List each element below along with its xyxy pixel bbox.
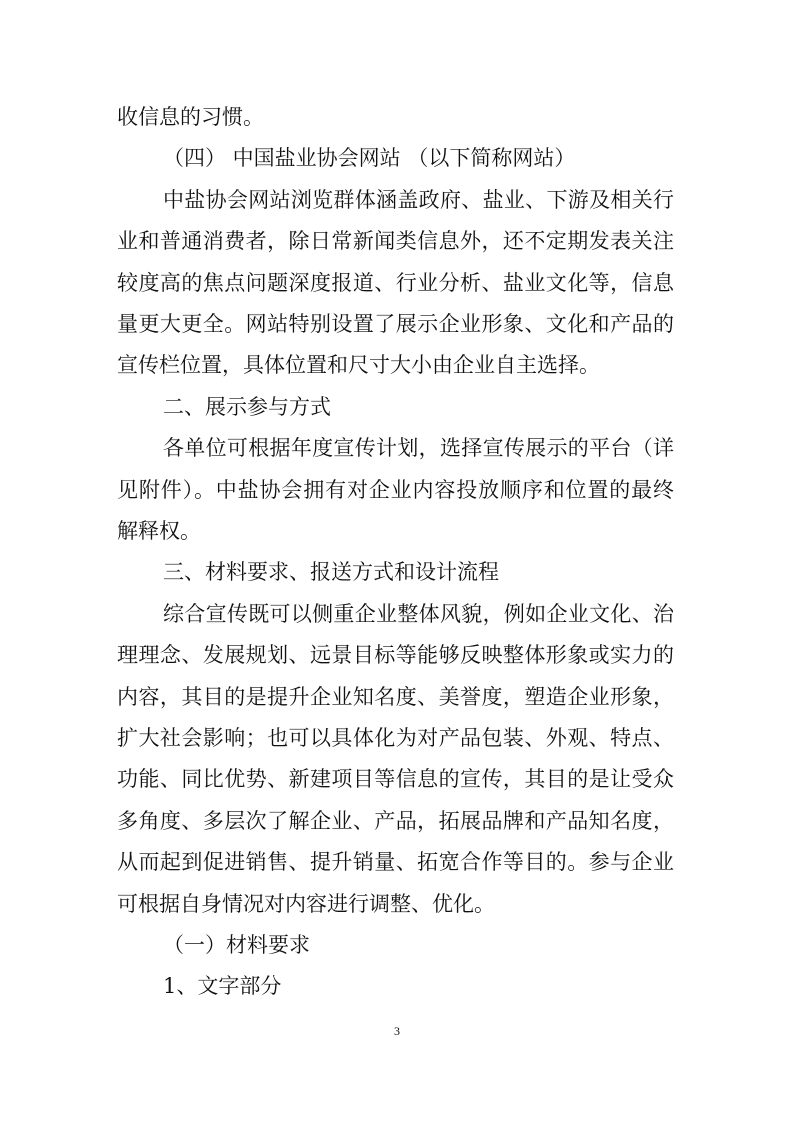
text-line: 收信息的习惯。	[117, 105, 264, 129]
text-line: 扩大社会影响；也可以具体化为对产品包装、外观、特点、	[117, 726, 674, 750]
text-line: 内容，其目的是提升企业知名度、美誉度，塑造企业形象，	[117, 684, 674, 709]
text-line: 见附件）。中盐协会拥有对企业内容投放顺序和位置的最终	[117, 477, 674, 502]
text-line: 中盐协会网站浏览群体涵盖政府、盐业、下游及相关行	[163, 187, 674, 212]
text-line: 可根据自身情况对内容进行调整、优化。	[117, 891, 495, 916]
text-line: 宣传栏位置，具体位置和尺寸大小由企业自主选择。	[117, 353, 600, 378]
text-line: 功能、同比优势、新建项目等信息的宣传，其目的是让受众	[117, 767, 674, 792]
text-line: 解释权。	[117, 519, 201, 543]
text-line: 业和普通消费者，除日常新闻类信息外，还不定期发表关注	[117, 229, 674, 254]
text-line: 三、材料要求、报送方式和设计流程	[163, 560, 499, 585]
text-line: （一）材料要求	[163, 933, 310, 957]
text-line: 从而起到促进销售、提升销量、拓宽合作等目的。参与企业	[117, 850, 674, 875]
text-line: 理理念、发展规划、远景目标等能够反映整体形象或实力的	[117, 643, 674, 668]
page-number: 3	[394, 1024, 400, 1038]
text-line: 各单位可根据年度宣传计划，选择宣传展示的平台（详	[163, 436, 674, 461]
text-line: 较度高的焦点问题深度报道、行业分析、盐业文化等，信息	[117, 270, 674, 295]
text-line: 二、展示参与方式	[163, 394, 331, 419]
text-line: （四） 中国盐业协会网站 （以下简称网站）	[163, 146, 576, 171]
text-line: 多角度、多层次了解企业、产品，拓展品牌和产品知名度，	[117, 808, 674, 833]
text-line: 1、文字部分	[163, 974, 282, 999]
text-line: 综合宣传既可以侧重企业整体风貌，例如企业文化、治	[163, 601, 674, 626]
text-line: 量更大更全。网站特别设置了展示企业形象、文化和产品的	[117, 312, 674, 336]
